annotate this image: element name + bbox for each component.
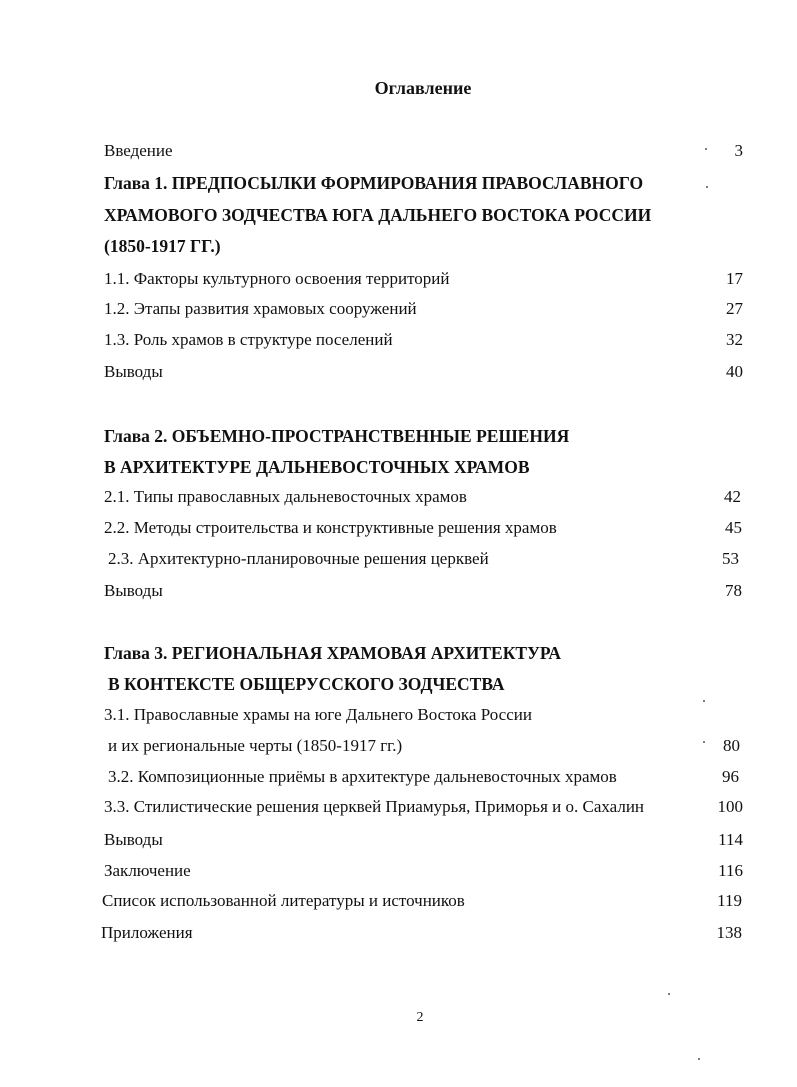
chapter1-heading-line: ХРАМОВОГО ЗОДЧЕСТВА ЮГА ДАЛЬНЕГО ВОСТОКА РОССИИ [104,205,652,225]
toc-entry-chapter1-conclusions: Выводы 40 [104,362,743,381]
scan-speck [706,186,708,188]
toc-entry-appendices: Приложения 138 [101,923,742,942]
toc-title: Оглавление [374,78,472,98]
page-number: 2 [416,1010,424,1025]
toc-entry-3-1-line1: 3.1. Православные храмы на юге Дальнего Востока России [104,705,532,724]
toc-entry-conclusion: Заключение 116 [104,861,743,880]
scan-speck [703,700,705,702]
chapter3-heading-line: Глава 3. РЕГИОНАЛЬНАЯ ХРАМОВАЯ АРХИТЕКТУРА [104,643,562,663]
toc-entry-label: Введение [104,141,173,160]
toc-entry-bibliography: Список использованной литературы и источников 119 [102,891,742,910]
toc-entry-1-2: 1.2. Этапы развития храмовых сооружений 27 [104,299,743,318]
toc-entry-chapter3-conclusions: Выводы 114 [104,830,743,849]
scan-speck [703,741,705,743]
toc-entry-chapter2-conclusions: Выводы 78 [104,581,742,600]
toc-entry-3-1-line2: и их региональные черты (1850-1917 гг.) 80 [108,736,740,755]
chapter3-heading-line: В КОНТЕКСТЕ ОБЩЕРУССКОГО ЗОДЧЕСТВА [108,674,505,694]
toc-entry-3-2: 3.2. Композиционные приёмы в архитектуре дальневосточных храмов 96 [108,767,739,786]
toc-entry-2-3: 2.3. Архитектурно-планировочные решения церквей 53 [108,549,739,568]
chapter1-heading-line: (1850-1917 ГГ.) [104,236,221,256]
chapter2-heading-line: Глава 2. ОБЪЕМНО-ПРОСТРАНСТВЕННЫЕ РЕШЕНИЯ [104,426,570,446]
toc-entry-intro [0,139,797,163]
scan-speck [698,1058,700,1060]
toc-entry-3-3: 3.3. Стилистические решения церквей Приамурья, Приморья и о. Сахалин 100 [104,797,743,816]
toc-entry-page: 3 [734,141,743,160]
chapter1-heading-line: Глава 1. ПРЕДПОСЫЛКИ ФОРМИРОВАНИЯ ПРАВОСЛАВНОГО [104,173,644,193]
toc-entry-2-2: 2.2. Методы строительства и конструктивные решения храмов 45 [104,518,742,537]
scan-speck [668,993,670,995]
toc-entry-1-3: 1.3. Роль храмов в структуре поселений 32 [104,330,743,349]
chapter2-heading-line: В АРХИТЕКТУРЕ ДАЛЬНЕВОСТОЧНЫХ ХРАМОВ [104,457,530,477]
toc-entry-1-1: 1.1. Факторы культурного освоения территорий 17 [104,269,743,288]
toc-entry-2-1: 2.1. Типы православных дальневосточных храмов 42 [104,487,741,506]
scan-speck [705,148,707,150]
